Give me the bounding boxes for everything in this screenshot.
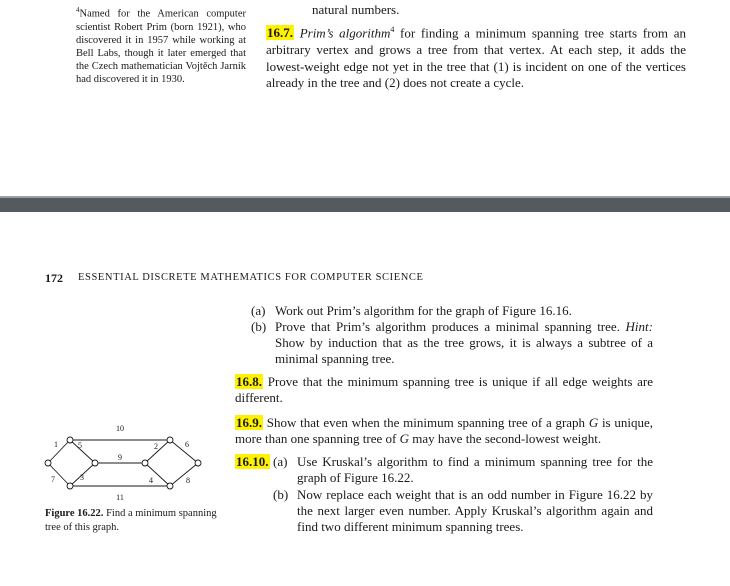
problem-16-10-b-text: Now replace each weight that is an odd number in Figure 16.22 by the next larger even number. Apply Kruskal’s algorithm again and find two different minimum spanning trees. — [297, 487, 653, 535]
edge — [170, 440, 198, 463]
weight-label: 10 — [116, 424, 124, 433]
problem-16-10-a-label: (a) — [273, 454, 288, 469]
vertex — [67, 437, 73, 443]
page-number: 172 — [45, 271, 63, 285]
problem-16-10-b — [273, 487, 653, 536]
subitem-a-label: (a) — [251, 303, 266, 318]
problem-16-10-a — [273, 454, 653, 486]
problem-16-9 — [235, 415, 653, 447]
weight-label: 9 — [118, 453, 122, 462]
weight-label: 11 — [116, 493, 124, 502]
problem-16-9-text-2: is unique, more than one spanning tree of — [235, 415, 653, 447]
problem-16-8-text: Prove that the minimum spanning tree is unique if all edge weights are different. — [235, 374, 653, 406]
subitem-b-label: (b) — [251, 319, 267, 334]
problem-number-16-7[interactable]: 16.7. — [267, 25, 293, 41]
weight-label: 7 — [51, 475, 55, 484]
weighted-graph-figure — [40, 420, 225, 512]
weight-label: 8 — [186, 476, 190, 485]
vertex — [45, 460, 51, 466]
edge — [170, 463, 198, 486]
running-head: ESSENTIAL DISCRETE MATHEMATICS FOR COMPUTER SCIENCE — [78, 272, 424, 283]
problem-16-7 — [266, 22, 686, 92]
prims-algorithm-term: Prim’s algorithm — [299, 25, 391, 41]
subitem-b-body — [275, 319, 653, 368]
problem-number-16-8[interactable]: 16.8. — [236, 374, 262, 389]
vertex — [142, 460, 148, 466]
problem-16-10-a-text: Use Kruskal’s algorithm to find a minimum spanning tree for the graph of Figure 16.22. — [297, 454, 653, 486]
hint-label: Hint: — [625, 319, 653, 334]
figure-caption-text: Find a minimum spanning tree of this graph. — [45, 508, 217, 533]
vertex — [67, 483, 73, 489]
continued-text: natural numbers. — [312, 2, 400, 17]
problem-16-10-b-label: (b) — [273, 487, 289, 502]
subitem-b-text: Prove that Prim’s algorithm produces a minimal spanning tree. — [275, 319, 626, 334]
edge — [48, 440, 70, 463]
weight-label: 6 — [185, 440, 189, 449]
weight-label: 1 — [54, 440, 58, 449]
vertex — [167, 437, 173, 443]
hint-text: Show by induction that as the tree grows, it is always a subtree of a minimal spanning tree. — [275, 335, 653, 367]
problem-16-9-text-3: may have the second-lowest weight. — [409, 431, 602, 447]
edge — [70, 440, 95, 463]
problem-16-8 — [235, 374, 653, 406]
vertex — [92, 460, 98, 466]
problem-16-7-text: for finding a minimum spanning tree starts from an arbitrary vertex and grows a tree from that vertex. At each step, it adds the lowest-weight edge not yet in the tree that (1) is incident on one of the vertices already in the tree and (2) does not create a cycle. — [266, 25, 686, 91]
graph-edges — [48, 440, 198, 486]
graph-variable: G — [399, 431, 410, 447]
subitem-a — [251, 303, 653, 319]
problem-number-16-10[interactable]: 16.10. — [236, 454, 269, 469]
weight-label: 2 — [154, 442, 158, 451]
page-divider — [0, 198, 730, 212]
footnote-marker: 4 — [76, 6, 80, 14]
problem-number-16-9[interactable]: 16.9. — [236, 415, 262, 430]
subitem-b — [251, 319, 653, 368]
figure-caption — [45, 507, 230, 534]
problem-16-9-text-1: Show that even when the minimum spanning tree of a graph — [263, 415, 589, 430]
weight-label: 5 — [78, 441, 82, 450]
weight-label: 4 — [149, 476, 153, 485]
vertex — [167, 483, 173, 489]
vertex — [195, 460, 201, 466]
figure-label: Figure 16.22. — [45, 508, 104, 519]
footnote-ref-4[interactable]: 4 — [390, 25, 395, 34]
graph-variable: G — [588, 415, 599, 430]
footnote-4 — [76, 4, 246, 86]
weight-label: 3 — [80, 473, 84, 482]
footnote-text: Named for the American computer scientist Robert Prim (born 1921), who discovered it in 1957 while working at Bell Labs, though it later emerged that the Czech mathematician Vojtěch Jarník had discovered it in 1930. — [76, 8, 246, 85]
subitem-a-text: Work out Prim’s algorithm for the graph of Figure 16.16. — [275, 303, 572, 318]
